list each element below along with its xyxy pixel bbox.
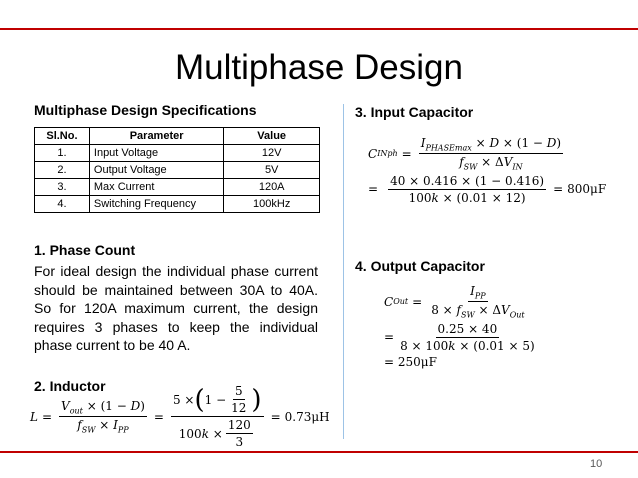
cell-parameter: Input Voltage [89, 145, 223, 162]
table-row [35, 179, 320, 196]
column-header: Sl.No. [35, 128, 90, 145]
table-row [35, 162, 320, 179]
column-header: Parameter [89, 128, 223, 145]
cell-value: 120A [224, 179, 320, 196]
cell-no: 1. [35, 145, 90, 162]
cell-parameter: Max Current [89, 179, 223, 196]
cell-value: 12V [224, 145, 320, 162]
input-capacitor-heading: 3. Input Capacitor [355, 104, 474, 120]
cell-parameter: Output Voltage [89, 162, 223, 179]
output-capacitor-result: 250μF [397, 354, 437, 369]
page-number: 10 [590, 458, 603, 470]
inductor-heading: 2. Inductor [34, 378, 106, 394]
cell-no: 2. [35, 162, 90, 179]
column-header: Value [224, 128, 320, 145]
phase-count-heading: 1. Phase Count [34, 242, 136, 258]
cell-no: 3. [35, 179, 90, 196]
input-capacitor-equation: C INph = $\frac{I_{PHASEmax} \times D \times (1 - D)}{f_{SW} \times \Delta V_{IN}}$ = $\frac{40 \times 0.416 \times (1 - 0.416)}{100k \times (0.01 \times 12)}$ = 800μF [368, 136, 607, 205]
table-row [35, 145, 320, 162]
column-divider [343, 104, 344, 439]
cell-no: 4. [35, 196, 90, 213]
cell-value: 5V [224, 162, 320, 179]
input-capacitor-result: 800μF [567, 182, 607, 197]
slide-title: Multiphase Design [175, 48, 463, 87]
cell-parameter: Switching Frequency [89, 196, 223, 213]
inductor-equation: L = $\frac{V_{out} \times (1 - D)}{f_{SW} \times I_{PP}}$ = 5 × ( 1 − $\frac{5}{12}$ ) 100 k × $\frac{120}{3}$ = 0.73μH [30, 384, 330, 449]
cell-value: 100kHz [224, 196, 320, 213]
table-header-row [35, 128, 320, 145]
bottom-accent-line [0, 451, 638, 453]
phase-count-text: For ideal design the individual phase current should be maintained between 30A to 40A. So for 120A maximum current, the design requires 3 phases to keep the individual phase current to be 40 A. [34, 263, 318, 353]
top-accent-line [0, 28, 638, 30]
inductor-result: 0.73μH [284, 409, 330, 424]
specs-table [34, 127, 320, 213]
output-capacitor-heading: 4. Output Capacitor [355, 258, 485, 274]
specs-heading: Multiphase Design Specifications [34, 102, 257, 118]
table-row [35, 196, 320, 213]
output-capacitor-equation: C Out = $\frac{I_{PP}}{8 \times f_{SW} \times \Delta V_{Out}}$ = $\frac{0.25 \times 40}{8 \times 100k \times (0.01 \times 5)}$ = 250μF [384, 284, 535, 369]
